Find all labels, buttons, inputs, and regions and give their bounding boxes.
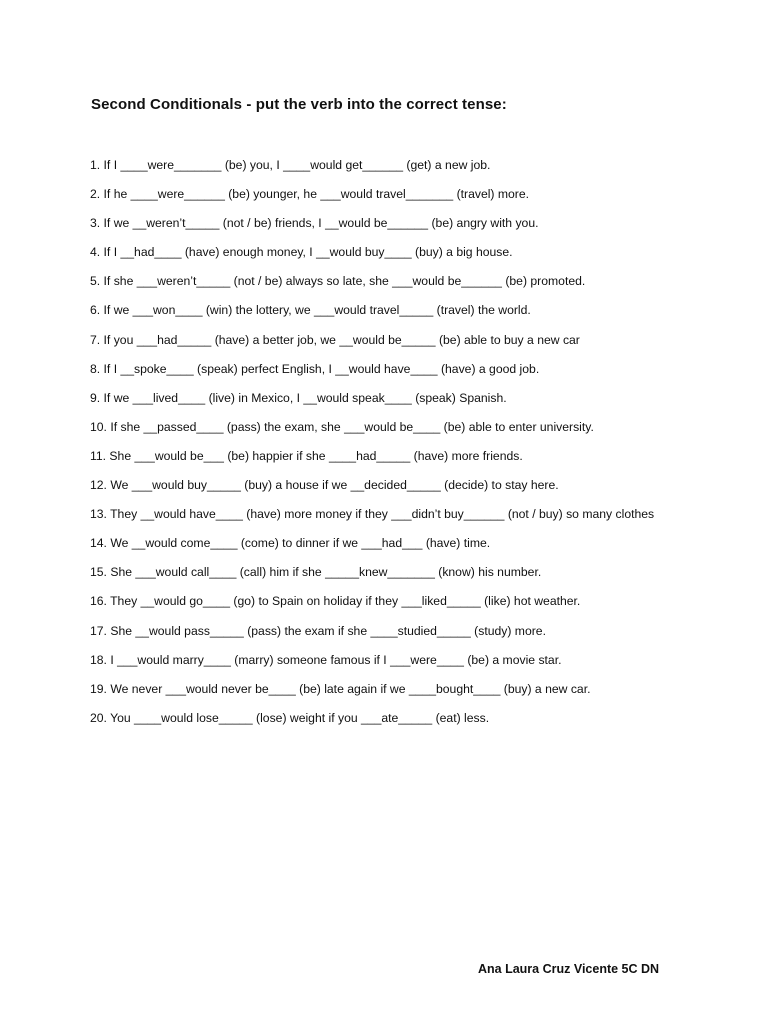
exercise-item-19: 19. We never ___would never be____ (be) late again if we ____bought____ (buy) a new car. — [90, 681, 591, 696]
exercise-item-11: 11. She ___would be___ (be) happier if she ____had_____ (have) more friends. — [90, 448, 523, 463]
exercise-item-16: 16. They __would go____ (go) to Spain on holiday if they ___liked_____ (like) hot weather. — [90, 594, 581, 609]
exercise-item-6: 6. If we ___won____ (win) the lottery, we ___would travel_____ (travel) the world. — [90, 303, 531, 318]
exercise-item-17: 17. She __would pass_____ (pass) the exam if she ____studied_____ (study) more. — [90, 623, 546, 638]
author-name: Ana Laura Cruz Vicente 5C DN — [478, 962, 660, 976]
exercise-item-8: 8. If I __spoke____ (speak) perfect English, I __would have____ (have) a good job. — [90, 361, 540, 376]
exercise-item-4: 4. If I __had____ (have) enough money, I __would buy____ (buy) a big house. — [90, 245, 513, 260]
exercise-item-3: 3. If we __weren’t_____ (not / be) friends, I __would be______ (be) angry with you. — [90, 216, 539, 231]
exercise-item-10: 10. If she __passed____ (pass) the exam, she ___would be____ (be) able to enter university. — [90, 419, 594, 434]
exercise-item-13: 13. They __would have____ (have) more money if they ___didn’t buy______ (not / buy) so many clothes — [90, 507, 655, 522]
page-title: Second Conditionals - put the verb into the correct tense: — [91, 96, 507, 113]
exercise-item-15: 15. She ___would call____ (call) him if she _____knew_______ (know) his number. — [90, 565, 542, 580]
exercise-item-7: 7. If you ___had_____ (have) a better job, we __would be_____ (be) able to buy a new car — [90, 332, 580, 347]
exercise-item-9: 9. If we ___lived____ (live) in Mexico, I __would speak____ (speak) Spanish. — [90, 390, 507, 405]
exercise-item-1: 1. If I ____were_______ (be) you, I ____would get______ (get) a new job. — [90, 158, 491, 172]
exercise-item-20: 20. You ____would lose_____ (lose) weight if you ___ate_____ (eat) less. — [90, 710, 490, 725]
exercise-item-18: 18. I ___would marry____ (marry) someone famous if I ___were____ (be) a movie star. — [90, 652, 562, 667]
exercise-item-5: 5. If she ___weren’t_____ (not / be) always so late, she ___would be______ (be) promoted. — [90, 274, 586, 289]
exercise-item-14: 14. We __would come____ (come) to dinner if we ___had___ (have) time. — [90, 536, 491, 551]
exercise-item-12: 12. We ___would buy_____ (buy) a house if we __decided_____ (decide) to stay here. — [90, 478, 559, 493]
exercise-item-2: 2. If he ____were______ (be) younger, he ___would travel_______ (travel) more. — [90, 187, 530, 202]
exercise-list — [90, 157, 654, 739]
